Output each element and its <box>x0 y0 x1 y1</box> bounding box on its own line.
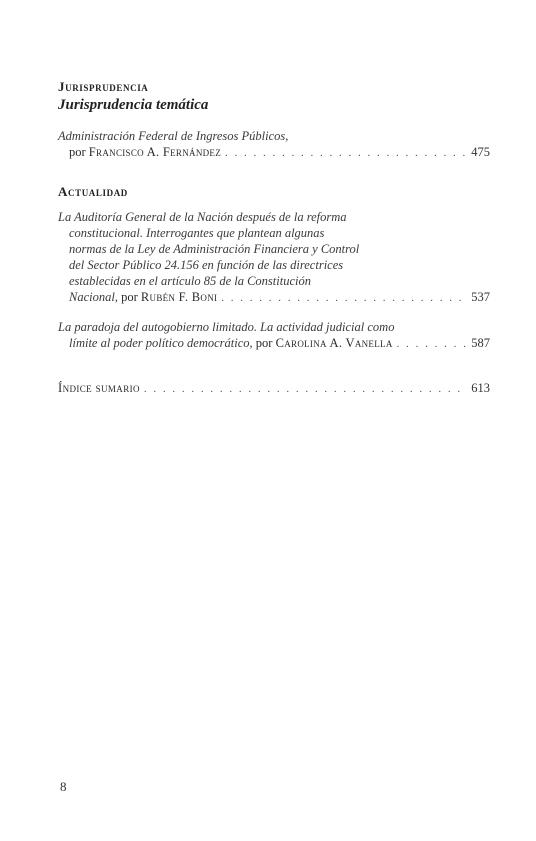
entry-author: Carolina A. Vanella <box>275 336 393 350</box>
entry-title-line: La Auditoría General de la Nación después de la reforma <box>58 210 347 224</box>
toc-entry-afip[interactable] <box>58 128 490 161</box>
entry-page-number: 587 <box>471 336 490 350</box>
entry-title-line: constitucional. Interrogantes que plantean algunas <box>69 226 325 240</box>
toc-entry-indice-sumario[interactable] <box>58 381 490 396</box>
toc-entry-auditoria[interactable] <box>58 209 490 306</box>
entry-title-line: establecidas en el artículo 85 de la Constitución <box>69 274 311 288</box>
entry-title-line: del Sector Público 24.156 en función de las directrices <box>69 258 344 272</box>
dot-leader <box>221 290 467 306</box>
section-heading-jurisprudencia: Jurisprudencia <box>58 79 149 94</box>
entry-page-number: 537 <box>471 290 490 304</box>
entry-author: Rubén F. Boni <box>140 290 218 304</box>
author-prefix: por <box>121 290 138 304</box>
entry-page-number: 475 <box>471 145 490 159</box>
author-prefix: por <box>255 336 273 350</box>
dot-leader <box>225 145 467 161</box>
entry-title-line: límite al poder político democrático, <box>69 336 253 350</box>
toc-entry-paradoja[interactable] <box>58 319 490 352</box>
page-number: 8 <box>60 779 67 794</box>
author-prefix: por <box>69 145 86 159</box>
entry-title-line: Nacional, <box>69 290 118 304</box>
dot-leader <box>397 336 468 352</box>
section-heading-actualidad: Actualidad <box>58 184 128 199</box>
entry-title-line: normas de la Ley de Administración Financiera y Control <box>69 242 360 256</box>
dot-leader <box>144 383 467 395</box>
index-label: Índice sumario <box>58 381 140 395</box>
section-subheading-jurisprudencia-tematica: Jurisprudencia temática <box>58 97 209 113</box>
entry-title-line: Administración Federal de Ingresos Públicos, <box>58 129 289 143</box>
index-page-number: 613 <box>471 381 490 395</box>
entry-title-line: La paradoja del autogobierno limitado. La actividad judicial como <box>58 320 395 334</box>
entry-author: Francisco A. Fernández <box>88 145 222 159</box>
